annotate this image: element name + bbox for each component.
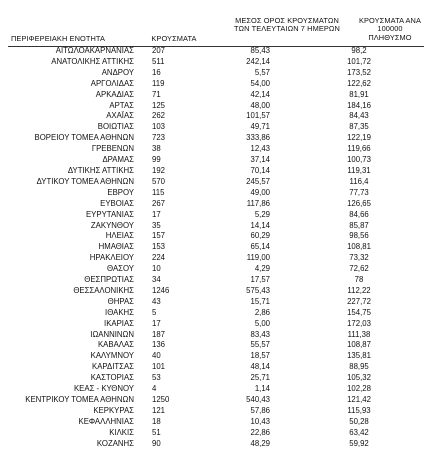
cases-cell: 35 [152, 220, 161, 230]
per-100k-cell: 154,75 [347, 307, 371, 317]
per-100k-cell: 87,35 [349, 122, 369, 132]
cases-cell: 136 [152, 340, 166, 350]
per-100k-cell: 227,72 [347, 296, 371, 306]
avg-7day-cell: 242,14 [246, 56, 270, 66]
region-name-cell: ΑΝΑΤΟΛΙΚΗΣ ΑΤΤΙΚΗΣ [51, 56, 134, 66]
region-name-cell: ΑΡΚΑΔΙΑΣ [95, 89, 134, 99]
table-row [8, 351, 424, 362]
avg-7day-cell: 10,43 [250, 416, 270, 426]
spacer-cell [272, 68, 294, 79]
region-name-cell: ΚΑΡΔΙΤΣΑΣ [92, 362, 134, 372]
header-avg-line2: ΤΩΝ ΤΕΛΕΥΤΑΙΩΝ 7 ΗΜΕΡΩΝ [234, 24, 340, 34]
cases-cell: 1246 [152, 285, 170, 295]
per-100k-cell: 77,73 [349, 187, 369, 197]
region-name-cell: ΗΡΑΚΛΕΙΟΥ [89, 253, 134, 263]
region-name-cell: ΚΟΖΑΝΗΣ [96, 438, 134, 448]
table-row [8, 286, 424, 297]
region-name-cell: ΑΧΑΪΑΣ [106, 111, 134, 121]
avg-7day-cell: 48,00 [250, 100, 270, 110]
region-name-cell: ΕΥΡΥΤΑΝΙΑΣ [85, 209, 134, 219]
table-row [8, 417, 424, 428]
cases-cell: 224 [152, 253, 166, 263]
avg-7day-cell: 117,86 [246, 198, 270, 208]
cases-cell: 71 [152, 89, 161, 99]
table-row [8, 384, 424, 395]
region-name-cell: ΑΝΔΡΟΥ [101, 67, 134, 77]
table-row [8, 406, 424, 417]
cases-cell: 17 [152, 209, 161, 219]
avg-7day-cell: 14,14 [250, 220, 270, 230]
region-name-cell: ΘΗΡΑΣ [107, 296, 134, 306]
avg-7day-cell: 60,29 [250, 231, 270, 241]
region-name-cell: ΕΒΡΟΥ [107, 187, 134, 197]
spacer-cell [272, 406, 294, 417]
avg-7day-cell: 65,14 [250, 242, 270, 252]
region-name-cell: ΚΑΛΥΜΝΟΥ [90, 351, 134, 361]
region-name-cell: ΚΙΛΚΙΣ [109, 427, 134, 437]
region-name-cell: ΔΡΑΜΑΣ [102, 155, 134, 165]
header-avg [226, 17, 348, 34]
avg-7day-cell: 49,00 [250, 187, 270, 197]
spacer-cell [272, 122, 294, 133]
cases-cell: 18 [152, 416, 161, 426]
region-name-cell: ΖΑΚΥΝΘΟΥ [90, 220, 134, 230]
per-100k-cell: 119,31 [347, 165, 371, 175]
avg-7day-cell: 54,00 [250, 78, 270, 88]
region-name-cell: ΚΕΝΤΡΙΚΟΥ ΤΟΜΕΑ ΑΘΗΝΩΝ [25, 395, 134, 404]
avg-7day-cell: 5,57 [254, 67, 270, 77]
region-name-cell: ΒΟΡΕΙΟΥ ΤΟΜΕΑ ΑΘΗΝΩΝ [34, 133, 134, 143]
spacer-cell [272, 439, 294, 450]
table-row [8, 330, 424, 341]
region-name-cell: ΒΟΙΩΤΙΑΣ [97, 122, 134, 132]
header-per-line2: ΠΛΗΘΥΣΜΟ [368, 32, 412, 42]
per-100k-cell: 98,2 [351, 46, 367, 55]
cases-cell: 192 [152, 165, 166, 175]
region-name-cell: ΚΕΦΑΛΛΗΝΙΑΣ [78, 416, 134, 426]
cases-cell: 10 [152, 264, 161, 274]
per-100k-cell: 112,22 [347, 285, 371, 295]
per-100k-cell: 98,56 [349, 231, 369, 241]
spacer-cell [272, 362, 294, 373]
cases-cell: 115 [152, 187, 165, 197]
spacer-cell [272, 373, 294, 384]
avg-7day-cell: 15,71 [250, 296, 270, 306]
avg-7day-cell: 17,57 [250, 275, 270, 285]
per-100k-cell: 100,73 [347, 155, 371, 165]
table-row [8, 242, 424, 253]
table-row [8, 199, 424, 210]
spacer-cell [272, 111, 294, 122]
spacer-cell [272, 340, 294, 351]
avg-7day-cell: 2,86 [254, 307, 270, 317]
cases-cell: 4 [152, 384, 157, 394]
per-100k-cell: 88,95 [349, 362, 369, 372]
cases-cell: 119 [152, 78, 165, 88]
table-row [8, 275, 424, 286]
avg-7day-cell: 25,71 [250, 373, 270, 383]
table-row [8, 122, 424, 133]
per-100k-cell: 63,42 [349, 427, 369, 437]
header-per-line1: ΚΡΟΥΣΜΑΤΑ ΑΝΑ 100000 [358, 16, 422, 34]
spacer-cell [272, 275, 294, 286]
header-cases: ΚΡΟΥΣΜΑΤΑ [151, 34, 197, 43]
spacer-cell [272, 297, 294, 308]
per-100k-cell: 135,81 [347, 351, 371, 361]
cases-cell: 16 [152, 67, 161, 77]
per-100k-cell: 108,81 [347, 242, 371, 252]
region-name-cell: ΕΥΒΟΙΑΣ [100, 198, 134, 208]
spacer-cell [272, 90, 294, 101]
avg-7day-cell: 12,43 [250, 144, 270, 154]
header-per-100k [348, 17, 432, 42]
table-row [8, 155, 424, 166]
region-name-cell: ΑΡΓΟΛΙΔΑΣ [90, 78, 134, 88]
table-row [8, 264, 424, 275]
per-100k-cell: 72,62 [349, 264, 369, 274]
per-100k-cell: 85,87 [349, 220, 369, 230]
table-row [8, 210, 424, 221]
per-100k-cell: 102,28 [347, 384, 371, 394]
avg-7day-cell: 37,14 [250, 155, 270, 165]
spacer-cell [272, 133, 294, 144]
per-100k-cell: 119,66 [347, 144, 371, 154]
cases-cell: 157 [152, 231, 166, 241]
avg-7day-cell: 4,29 [254, 264, 270, 274]
cases-cell: 5 [152, 307, 157, 317]
spacer-cell [272, 166, 294, 177]
cases-cell: 1250 [152, 395, 170, 404]
cases-cell: 38 [152, 144, 161, 154]
avg-7day-cell: 70,14 [250, 165, 270, 175]
per-100k-cell: 84,43 [349, 111, 369, 121]
region-name-cell: ΙΘΑΚΗΣ [105, 307, 134, 317]
table-row [8, 188, 424, 199]
region-name-cell: ΙΩΑΝΝΙΝΩΝ [90, 329, 134, 339]
avg-7day-cell: 5,29 [254, 209, 270, 219]
region-name-cell: ΓΡΕΒΕΝΩΝ [91, 144, 134, 154]
spacer-cell [272, 286, 294, 297]
spacer-cell [272, 308, 294, 319]
table-row [8, 177, 424, 188]
per-100k-cell: 172,03 [347, 318, 371, 328]
table-row [8, 297, 424, 308]
region-name-cell: ΗΜΑΘΙΑΣ [98, 242, 134, 252]
spacer-cell [272, 395, 294, 406]
per-100k-cell: 84,66 [349, 209, 369, 219]
region-name-cell: ΚΑΒΑΛΑΣ [97, 340, 134, 350]
table-row [8, 231, 424, 242]
cases-cell: 511 [152, 56, 165, 66]
cases-cell: 40 [152, 351, 161, 361]
table-row [8, 133, 424, 144]
table-row [8, 111, 424, 122]
table-row [8, 101, 424, 112]
table-row [8, 439, 424, 450]
per-100k-cell: 81,91 [349, 89, 369, 99]
cases-cell: 125 [152, 100, 166, 110]
cases-cell: 262 [152, 111, 166, 121]
table-row [8, 373, 424, 384]
avg-7day-cell: 1,14 [254, 384, 270, 394]
table-row [8, 144, 424, 155]
avg-7day-cell: 5,00 [254, 318, 270, 328]
table-row [8, 395, 424, 406]
avg-7day-cell: 48,14 [250, 362, 270, 372]
table-row [8, 79, 424, 90]
spacer-cell [272, 79, 294, 90]
cases-cell: 207 [152, 46, 166, 55]
spacer-cell [272, 264, 294, 275]
cases-table-body [8, 46, 424, 450]
avg-7day-cell: 83,43 [250, 329, 270, 339]
cases-cell: 570 [152, 176, 166, 186]
cases-cell: 17 [152, 318, 161, 328]
avg-7day-cell: 57,86 [250, 405, 270, 415]
cases-table [8, 46, 424, 450]
cases-cell: 43 [152, 296, 161, 306]
avg-7day-cell: 245,57 [246, 176, 270, 186]
region-name-cell: ΚΕΡΚΥΡΑΣ [93, 405, 134, 415]
spacer-cell [272, 155, 294, 166]
spacer-cell [272, 144, 294, 155]
table-row [8, 57, 424, 68]
spacer-cell [272, 199, 294, 210]
region-name-cell: ΔΥΤΙΚΗΣ ΑΤΤΙΚΗΣ [67, 165, 134, 175]
per-100k-cell: 50,28 [349, 416, 369, 426]
spacer-cell [272, 428, 294, 439]
table-row [8, 362, 424, 373]
per-100k-cell: 73,32 [349, 253, 369, 263]
spacer-cell [272, 188, 294, 199]
table-row [8, 428, 424, 439]
cases-cell: 99 [152, 155, 161, 165]
per-100k-cell: 115,93 [347, 405, 371, 415]
spacer-cell [272, 319, 294, 330]
per-100k-cell: 122,62 [347, 78, 371, 88]
avg-7day-cell: 540,43 [246, 395, 270, 404]
cases-cell: 51 [152, 427, 161, 437]
spacer-cell [272, 384, 294, 395]
avg-7day-cell: 575,43 [246, 285, 270, 295]
table-row [8, 46, 424, 57]
region-name-cell: ΘΕΣΠΡΩΤΙΑΣ [84, 275, 134, 285]
region-name-cell: ΘΑΣΟΥ [107, 264, 134, 274]
spacer-cell [272, 101, 294, 112]
cases-cell: 121 [152, 405, 166, 415]
header-region: ΠΕΡΙΦΕΡΕΙΑΚΗ ΕΝΟΤΗΤΑ [11, 34, 105, 43]
region-name-cell: ΑΙΤΩΛΟΑΚΑΡΝΑΝΙΑΣ [55, 46, 134, 55]
spacer-cell [272, 417, 294, 428]
avg-7day-cell: 49,71 [250, 122, 270, 132]
table-row [8, 221, 424, 232]
region-name-cell: ΚΕΑΣ - ΚΥΘΝΟΥ [73, 384, 134, 394]
avg-7day-cell: 119,00 [246, 253, 270, 263]
per-100k-cell: 111,38 [347, 329, 371, 339]
region-name-cell: ΚΑΣΤΟΡΙΑΣ [90, 373, 134, 383]
avg-7day-cell: 48,29 [250, 438, 270, 448]
spacer-cell [272, 330, 294, 341]
spacer-cell [272, 46, 294, 57]
table-row [8, 68, 424, 79]
region-name-cell: ΑΡΤΑΣ [109, 100, 134, 110]
per-100k-cell: 116,4 [349, 176, 369, 186]
per-100k-cell: 173,52 [347, 67, 371, 77]
avg-7day-cell: 55,57 [250, 340, 270, 350]
region-name-cell: ΘΕΣΣΑΛΟΝΙΚΗΣ [73, 285, 134, 295]
table-row [8, 253, 424, 264]
spacer-cell [272, 177, 294, 188]
avg-7day-cell: 333,86 [246, 133, 270, 143]
avg-7day-cell: 85,43 [250, 46, 270, 55]
spacer-cell [272, 351, 294, 362]
region-name-cell: ΗΛΕΙΑΣ [105, 231, 134, 241]
cases-cell: 723 [152, 133, 166, 143]
per-100k-cell: 122,19 [347, 133, 371, 143]
per-100k-cell: 59,92 [349, 438, 369, 448]
cases-cell: 153 [152, 242, 166, 252]
region-name-cell: ΙΚΑΡΙΑΣ [104, 318, 134, 328]
spacer-cell [272, 210, 294, 221]
header-avg-line1: ΜΕΣΟΣ ΟΡΟΣ ΚΡΟΥΣΜΑΤΩΝ [235, 16, 339, 25]
cases-cell: 90 [152, 438, 161, 448]
cases-cell: 267 [152, 198, 166, 208]
spacer-cell [272, 242, 294, 253]
table-row [8, 166, 424, 177]
table-row [8, 90, 424, 101]
cases-cell: 103 [152, 122, 166, 132]
table-row [8, 340, 424, 351]
avg-7day-cell: 101,57 [246, 111, 270, 121]
per-100k-cell: 101,72 [347, 56, 371, 66]
avg-7day-cell: 42,14 [250, 89, 270, 99]
per-100k-cell: 105,32 [347, 373, 371, 383]
avg-7day-cell: 18,57 [250, 351, 270, 361]
cases-cell: 53 [152, 373, 161, 383]
per-100k-cell: 184,16 [347, 100, 371, 110]
per-100k-cell: 126,65 [347, 198, 371, 208]
table-row [8, 308, 424, 319]
per-100k-cell: 121,42 [347, 395, 371, 404]
avg-7day-cell: 22,86 [250, 427, 270, 437]
region-name-cell: ΔΥΤΙΚΟΥ ΤΟΜΕΑ ΑΘΗΝΩΝ [36, 176, 134, 186]
per-100k-cell: 78 [354, 275, 364, 285]
table-row [8, 319, 424, 330]
cases-cell: 101 [152, 362, 166, 372]
per-100k-cell: 108,87 [347, 340, 371, 350]
cases-cell: 187 [152, 329, 166, 339]
spacer-cell [272, 253, 294, 264]
spacer-cell [272, 57, 294, 68]
spacer-cell [272, 221, 294, 232]
cases-cell: 34 [152, 275, 161, 285]
spacer-cell [272, 231, 294, 242]
